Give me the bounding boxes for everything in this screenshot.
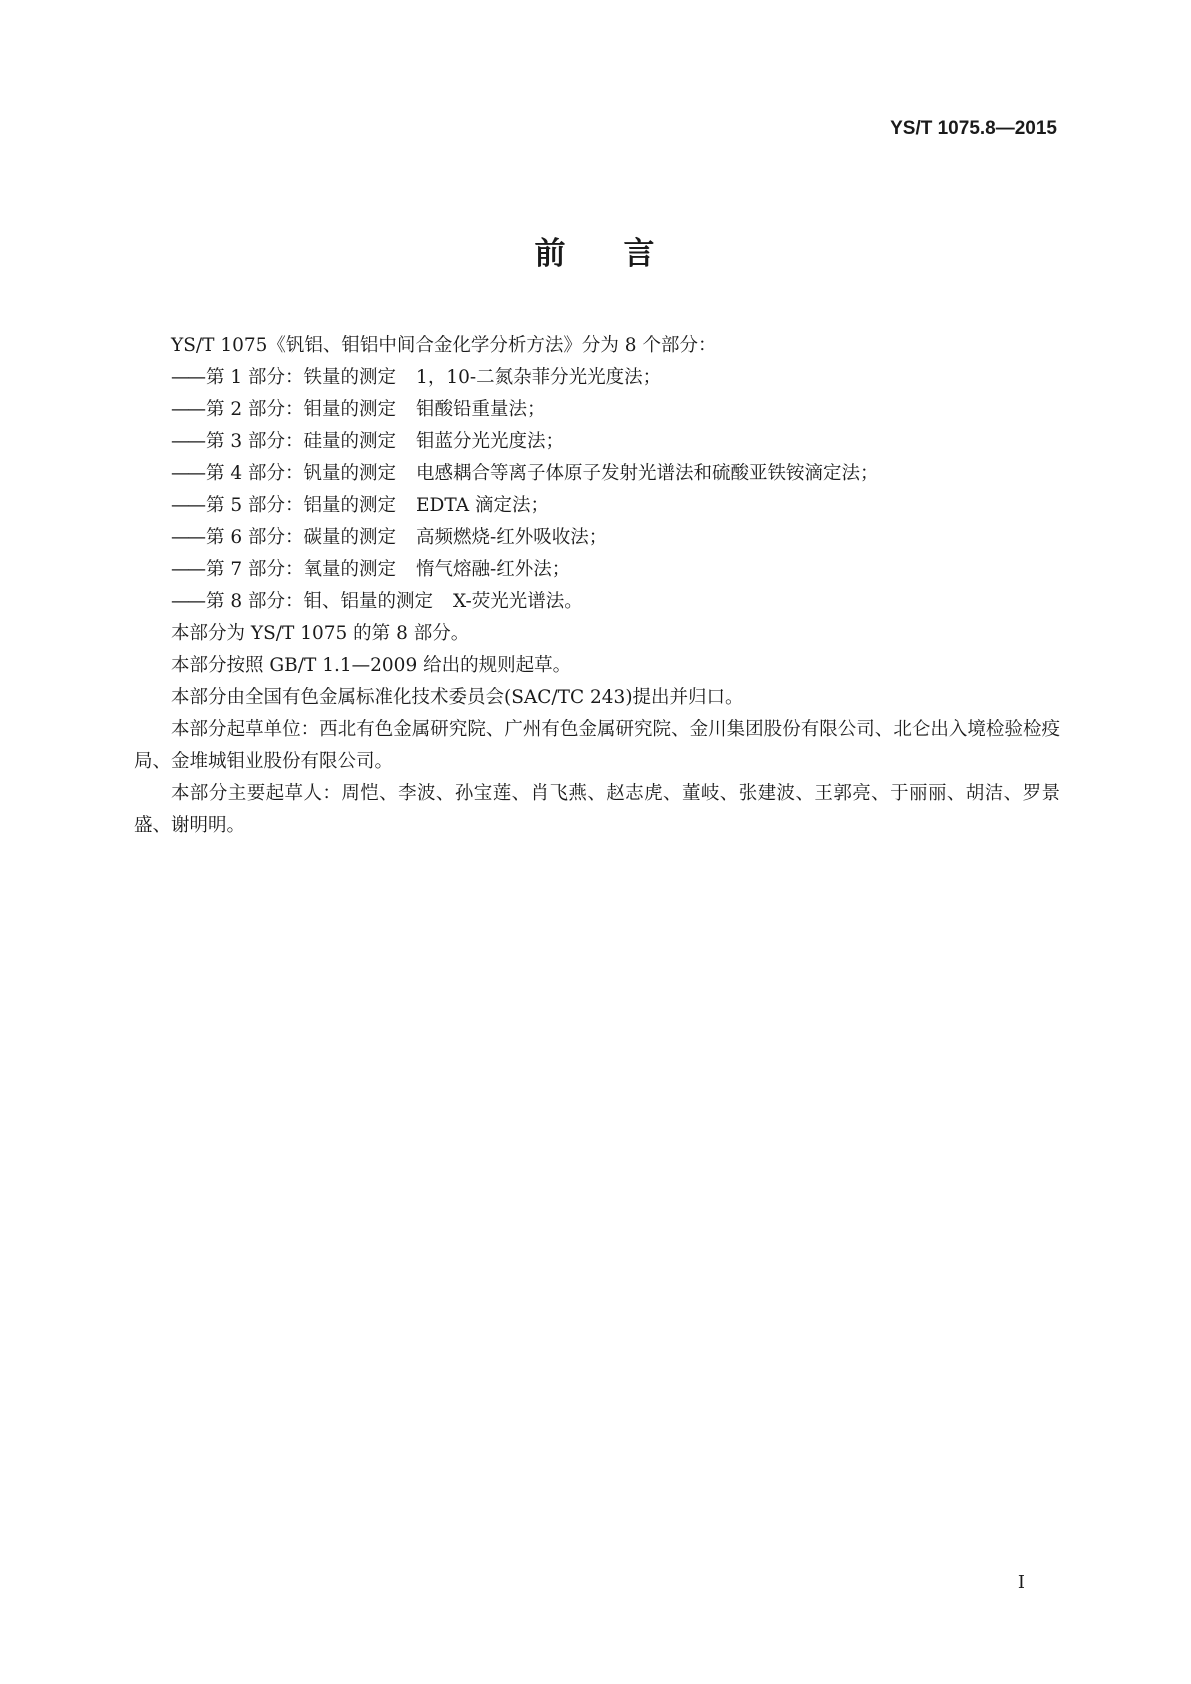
part-method: 钼酸铅重量法； [416, 399, 546, 420]
page-title [0, 228, 1191, 273]
part-method: 电感耦合等离子体原子发射光谱法和硫酸亚铁铵滴定法； [416, 463, 879, 484]
part-method: 1，10-二氮杂菲分光光度法； [416, 367, 662, 388]
part-method: 惰气熔融-红外法； [416, 559, 571, 580]
part-method: 高频燃烧-红外吸收法； [416, 527, 608, 548]
standard-code: YS/T 1075.8—2015 [890, 118, 1057, 139]
list-item [134, 362, 1060, 394]
list-dash: —— [171, 399, 204, 420]
list-dash: —— [171, 527, 204, 548]
part-name: 第 8 部分：钼、铝量的测定 [206, 591, 434, 612]
statement-part-number: 本部分为 YS/T 1075 的第 8 部分。 [171, 623, 470, 644]
foreword-body [134, 330, 1060, 842]
list-item [134, 458, 1060, 490]
part-name: 第 1 部分：铁量的测定 [206, 367, 397, 388]
part-method: X-荧光光谱法。 [453, 591, 583, 612]
intro-line: YS/T 1075《钒铝、钼铝中间合金化学分析方法》分为 8 个部分： [171, 335, 717, 356]
part-name: 第 4 部分：钒量的测定 [206, 463, 397, 484]
list-item [134, 394, 1060, 426]
title-char-1: 前 [534, 236, 568, 272]
list-item [134, 586, 1060, 618]
list-dash: —— [171, 431, 204, 452]
part-name: 第 3 部分：硅量的测定 [206, 431, 397, 452]
list-item [134, 554, 1060, 586]
statement-drafting-rules: 本部分按照 GB/T 1.1—2009 给出的规则起草。 [171, 655, 572, 676]
list-item [134, 490, 1060, 522]
part-name: 第 7 部分：氧量的测定 [206, 559, 397, 580]
page-number: I [1017, 1572, 1025, 1593]
statement-committee: 本部分由全国有色金属标准化技术委员会(SAC/TC 243)提出并归口。 [171, 687, 744, 708]
list-item [134, 522, 1060, 554]
list-dash: —— [171, 367, 204, 388]
title-char-2: 言 [623, 236, 657, 272]
part-method: 钼蓝分光光度法； [416, 431, 565, 452]
part-name: 第 6 部分：碳量的测定 [206, 527, 397, 548]
statement-drafters: 本部分主要起草人：周恺、李波、孙宝莲、肖飞燕、赵志虎、董岐、张建波、王郭亮、于丽丽、胡洁、罗景盛、谢明明。 [134, 783, 1060, 836]
list-dash: —— [171, 463, 204, 484]
list-dash: —— [171, 495, 204, 516]
list-dash: —— [171, 591, 204, 612]
part-name: 第 5 部分：铝量的测定 [206, 495, 397, 516]
part-name: 第 2 部分：钼量的测定 [206, 399, 397, 420]
list-dash: —— [171, 559, 204, 580]
list-item [134, 426, 1060, 458]
part-method: EDTA 滴定法； [416, 495, 549, 516]
statement-drafting-units: 本部分起草单位：西北有色金属研究院、广州有色金属研究院、金川集团股份有限公司、北仑出入境检验检疫局、金堆城钼业股份有限公司。 [134, 719, 1060, 772]
